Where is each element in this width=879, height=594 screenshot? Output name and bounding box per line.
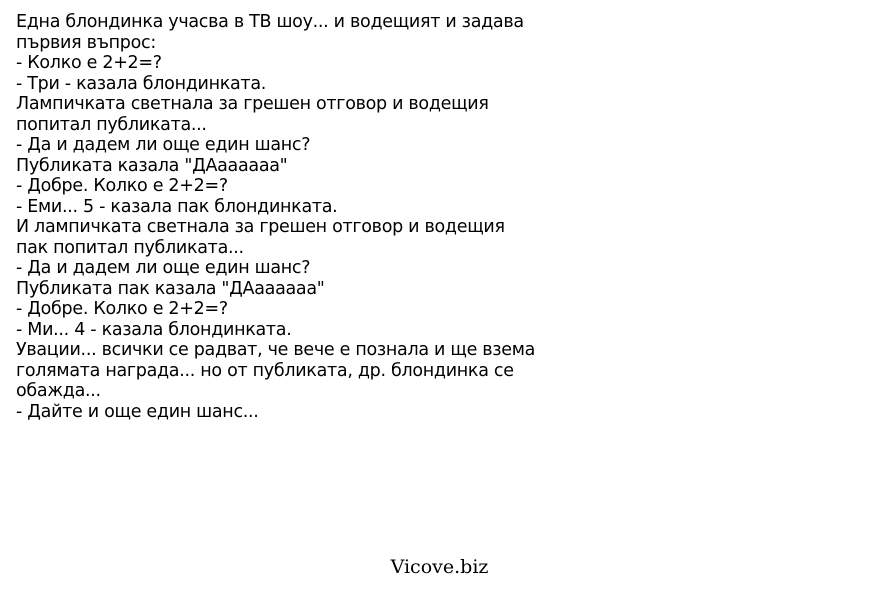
joke-line: Увации... всички се радват, че вече е познала и ще взема bbox=[16, 340, 536, 360]
joke-line: - Добре. Колко е 2+2=? bbox=[16, 176, 228, 196]
joke-line: Публиката пак казала "ДАаааааа" bbox=[16, 278, 325, 299]
joke-line: попитал публиката... bbox=[16, 114, 207, 135]
joke-line: - Дайте и още един шанс... bbox=[16, 401, 259, 422]
joke-line: И лампичката светнала за грешен отговор и водещия bbox=[16, 217, 505, 237]
joke-line: - Да и дадем ли още един шанс? bbox=[16, 135, 311, 155]
joke-line: първия въпрос: bbox=[16, 32, 156, 53]
joke-line: Лампичката светнала за грешен отговор и водещия bbox=[16, 94, 489, 114]
joke-line: - Ми... 4 - казала блондинката. bbox=[16, 319, 292, 340]
joke-line: обажда... bbox=[16, 381, 101, 401]
joke-line: - Три - казала блондинката. bbox=[16, 73, 266, 94]
joke-line: - Еми... 5 - казала пак блондинката. bbox=[16, 196, 338, 217]
joke-line: голямата награда... но от публиката, др. блондинка се bbox=[16, 360, 514, 381]
site-watermark: Vicove.biz bbox=[390, 556, 489, 578]
joke-line: - Колко е 2+2=? bbox=[16, 53, 162, 73]
joke-line: Публиката казала "ДАаааааа" bbox=[16, 155, 288, 176]
joke-line: - Да и дадем ли още един шанс? bbox=[16, 258, 311, 278]
joke-line: пак попитал публиката... bbox=[16, 237, 244, 258]
joke-text bbox=[16, 12, 616, 422]
joke-line: - Добре. Колко е 2+2=? bbox=[16, 299, 228, 319]
joke-line: Една блондинка учасва в ТВ шоу... и водещият и задава bbox=[16, 12, 524, 32]
